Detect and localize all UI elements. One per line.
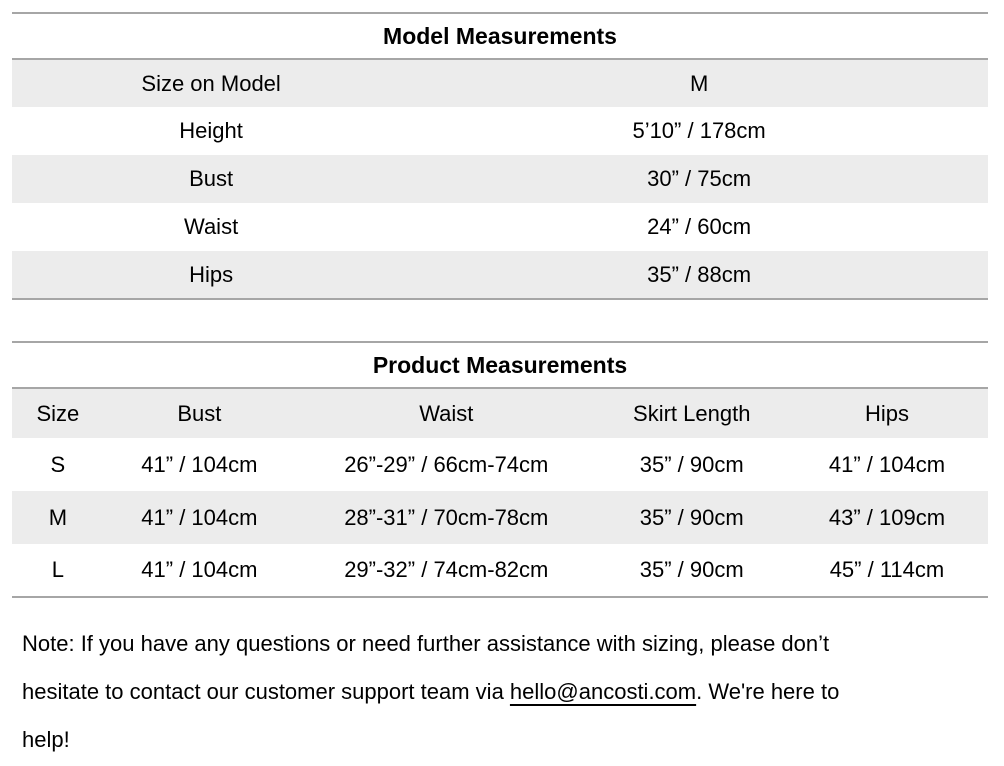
- table-header-row: [12, 388, 988, 438]
- size-cell: L: [51, 557, 64, 582]
- sizing-note-line-2-text: hesitate to contact our customer support team via: [22, 679, 510, 704]
- column-header-skirt-length: Skirt Length: [633, 400, 751, 426]
- bust-cell: 41” / 104cm: [141, 451, 258, 477]
- table-title-row: [12, 13, 988, 59]
- product-table-title: Product Measurements: [12, 342, 988, 388]
- skirt-length-cell: 35” / 90cm: [639, 451, 744, 477]
- measurement-value: 5’10” / 178cm: [632, 118, 766, 143]
- measurement-label: Size on Model: [141, 70, 281, 96]
- measurement-label: Bust: [189, 166, 234, 191]
- table-row: [12, 251, 988, 299]
- measurement-value: 35” / 88cm: [647, 261, 752, 287]
- column-header-size: Size: [36, 400, 80, 426]
- measurement-label: Height: [179, 118, 243, 143]
- column-header-waist: Waist: [419, 400, 474, 426]
- size-cell: M: [48, 504, 68, 530]
- table-row: [12, 107, 988, 155]
- product-measurements-table: [12, 341, 988, 598]
- table-row: [12, 59, 988, 107]
- column-header-bust: Bust: [177, 400, 222, 426]
- model-table-title: Model Measurements: [12, 13, 988, 59]
- table-row: [12, 155, 988, 203]
- skirt-length-cell: 35” / 90cm: [639, 504, 744, 530]
- table-row: [12, 203, 988, 251]
- sizing-note-line-2-tail: . We're here to: [696, 679, 840, 704]
- hips-cell: 45” / 114cm: [829, 557, 945, 582]
- table-title-row: [12, 342, 988, 388]
- hips-cell: 41” / 104cm: [828, 451, 946, 477]
- bust-cell: 41” / 104cm: [141, 504, 258, 530]
- sizing-note-line-1: Note: If you have any questions or need further assistance with sizing, please don’t: [22, 631, 830, 656]
- waist-cell: 26”-29” / 66cm-74cm: [344, 451, 549, 477]
- sizing-note: [22, 620, 990, 764]
- bust-cell: 41” / 104cm: [141, 557, 258, 582]
- sizing-note-line-2: [22, 668, 990, 716]
- measurement-value: 24” / 60cm: [647, 214, 752, 239]
- measurement-value: M: [689, 70, 709, 96]
- column-header-hips: Hips: [864, 400, 909, 426]
- table-row: [12, 438, 988, 491]
- sizing-note-line-3: help!: [22, 727, 70, 752]
- measurement-label: Hips: [189, 261, 234, 287]
- waist-cell: 28”-31” / 70cm-78cm: [344, 504, 549, 530]
- skirt-length-cell: 35” / 90cm: [639, 557, 744, 582]
- waist-cell: 29”-32” / 74cm-82cm: [344, 557, 549, 582]
- model-measurements-table: [12, 12, 988, 300]
- table-row: [12, 544, 988, 597]
- table-row: [12, 491, 988, 544]
- measurement-label: Waist: [184, 214, 239, 239]
- hips-cell: 43” / 109cm: [828, 504, 946, 530]
- size-cell: S: [50, 451, 66, 477]
- support-email-link[interactable]: hello@ancosti.com: [509, 679, 697, 704]
- measurement-value: 30” / 75cm: [647, 166, 752, 191]
